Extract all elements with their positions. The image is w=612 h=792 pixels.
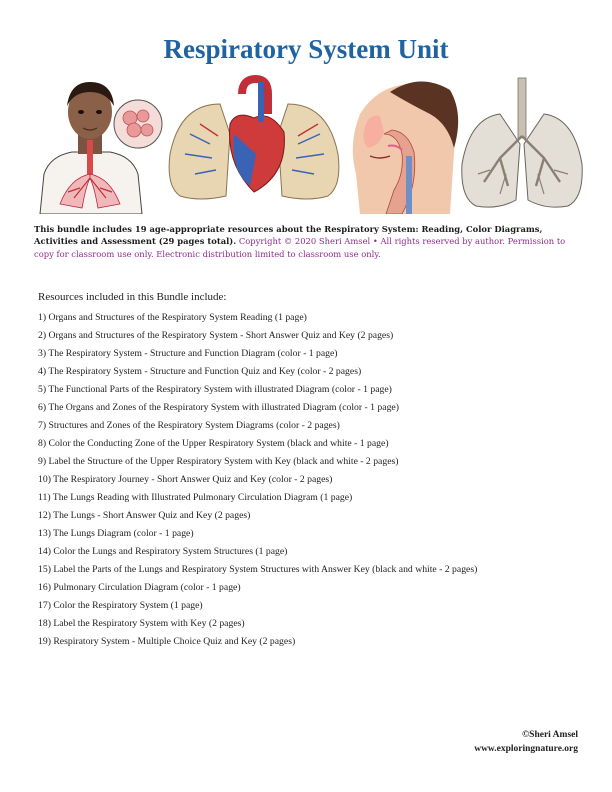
copyright-notice: Copyright © 2020 Sheri Amsel • All rights reserved by author. Permission to copy for classroom use only. Electronic distribution limited to classroom use only. [34, 236, 566, 259]
boy-respiratory-illustration [40, 82, 142, 214]
resource-item: 11) The Lungs Reading with Illustrated Pulmonary Circulation Diagram (1 page) [38, 492, 353, 503]
lungs-bronchi-illustration [462, 78, 582, 207]
resource-item: 1) Organs and Structures of the Respiratory System Reading (1 page) [38, 312, 307, 323]
header-illustrations [30, 74, 590, 214]
author-credit: ©Sheri Amsel [522, 730, 578, 740]
website-link[interactable]: www.exploringnature.org [474, 744, 578, 754]
resource-item: 13) The Lungs Diagram (color - 1 page) [38, 528, 194, 539]
resource-item: 2) Organs and Structures of the Respiratory System - Short Answer Quiz and Key (2 pages) [38, 330, 394, 341]
resource-item: 18) Label the Respiratory System with Key (2 pages) [38, 618, 245, 629]
resource-item: 17) Color the Respiratory System (1 page) [38, 600, 203, 611]
resources-list [38, 309, 598, 651]
woman-airway-illustration [353, 81, 458, 214]
alveoli-inset-illustration [114, 100, 162, 148]
resource-item: 19) Respiratory System - Multiple Choice Quiz and Key (2 pages) [38, 636, 296, 647]
bundle-summary: This bundle includes 19 age-appropriate resources about the Respiratory System: Reading, Color Diagrams, Activities and Assessment (29 pages total). [34, 224, 543, 247]
resource-item: 12) The Lungs - Short Answer Quiz and Key (2 pages) [38, 510, 251, 521]
footer [474, 728, 578, 756]
resource-item: 5) The Functional Parts of the Respiratory System with illustrated Diagram (color - 1 page) [38, 384, 392, 395]
resource-item: 6) The Organs and Zones of the Respiratory System with illustrated Diagram (color - 1 page) [38, 402, 399, 413]
resource-item: 15) Label the Parts of the Lungs and Respiratory System Structures with Answer Key (black and white - 2 pages) [38, 564, 478, 575]
heart-lungs-illustration [169, 79, 339, 199]
resource-item: 3) The Respiratory System - Structure and Function Diagram (color - 1 page) [38, 348, 338, 359]
page-title: Respiratory System Unit [163, 34, 449, 64]
resource-item: 9) Label the Structure of the Upper Respiratory System with Key (black and white - 2 pages) [38, 456, 399, 467]
resource-item: 8) Color the Conducting Zone of the Upper Respiratory System (black and white - 1 page) [38, 438, 389, 449]
resource-item: 4) The Respiratory System - Structure and Function Quiz and Key (color - 2 pages) [38, 366, 362, 377]
resource-item: 14) Color the Lungs and Respiratory System Structures (1 page) [38, 546, 288, 557]
resource-item: 10) The Respiratory Journey - Short Answer Quiz and Key (color - 2 pages) [38, 474, 333, 485]
resource-item: 16) Pulmonary Circulation Diagram (color - 1 page) [38, 582, 241, 593]
bundle-description [34, 223, 582, 260]
resources-heading: Resources included in this Bundle include: [38, 291, 227, 303]
resource-item: 7) Structures and Zones of the Respiratory System Diagrams (color - 2 pages) [38, 420, 340, 431]
